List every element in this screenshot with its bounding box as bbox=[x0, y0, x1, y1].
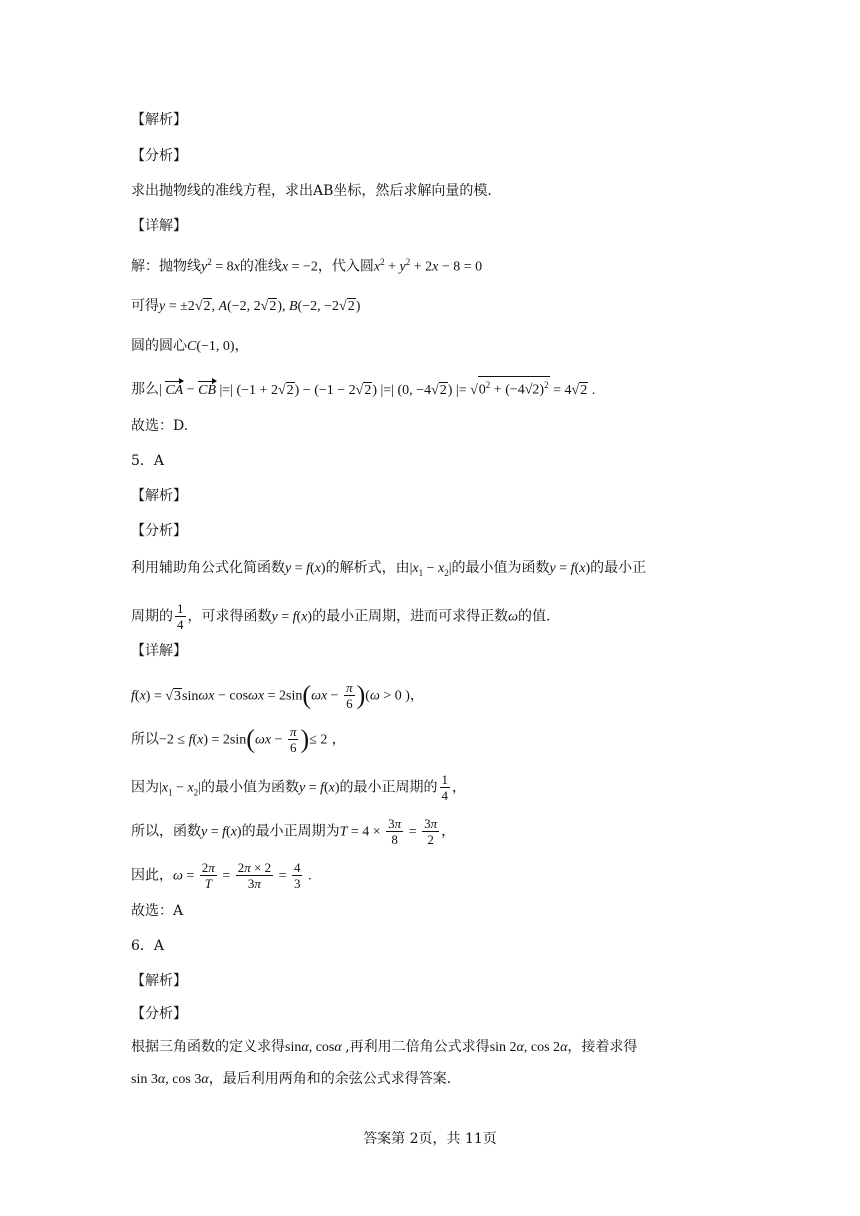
detail-line-5d: 所以，函数y = f(x)的最小正周期为T = 4 × $\frac{3\pi}{8}$ = $\frac{3\pi}{2}$ ， bbox=[131, 816, 456, 847]
section-header-xiangjie: 【详解】 bbox=[131, 218, 187, 234]
detail-line-5a: f(x) = √3sinωx − cosωx = 2sin(ωx − $\frac{\pi}{6}$ )(ω > 0 )， bbox=[131, 680, 424, 711]
section-header-fenxi-6: 【分析】 bbox=[131, 1006, 187, 1022]
detail-line-5e: 因此，ω = $\frac{2\pi}{T}$ = $\frac{2\pi \times 2}{3\pi}$ = $\frac{4}{3}$ . bbox=[131, 860, 312, 891]
section-header-jiexi-5: 【解析】 bbox=[131, 488, 187, 504]
section-header-jiexi: 【解析】 bbox=[131, 112, 187, 128]
analysis-text: 求出抛物线的准线方程，求出AB坐标，然后求解向量的模. bbox=[131, 183, 492, 199]
analysis-line-6a: 根据三角函数的定义求得sinα, cosα ,再利用二倍角公式求得sin 2α, cos 2α，接着求得 bbox=[131, 1039, 638, 1055]
section-header-fenxi: 【分析】 bbox=[131, 148, 187, 164]
solution-line-3: 圆的圆心C(−1, 0)， bbox=[131, 338, 249, 354]
solution-line-1: 解：抛物线$y^2 = 8x$的准线x = −2，代入圆$x^2 + y^2 + 2x - 8 = 0$ bbox=[131, 257, 483, 275]
analysis-line-5a: 利用辅助角公式化简函数y = f(x)的解析式，由$|x_1 - x_2|$的最小值为函数y = f(x)的最小正 bbox=[131, 560, 647, 578]
analysis-line-5b: 周期的 $\frac{1}{4}$ ，可求得函数y = f(x)的最小正周期，进而可求得正数ω的值. bbox=[131, 601, 551, 632]
section-header-xiangjie-5: 【详解】 bbox=[131, 643, 187, 659]
solution-line-2: 可得y = ±2√2, A(−2, 2√2), B(−2, −2√2) bbox=[131, 298, 361, 314]
detail-line-5c: 因为$|x_1 - x_2|$的最小值为函数y = f(x)的最小正周期的 $\frac{1}{4}$ ， bbox=[131, 772, 467, 803]
answer-choice-5: 故选：A bbox=[131, 903, 184, 919]
question-5-answer: 5．A bbox=[131, 453, 165, 469]
question-6-answer: 6．A bbox=[131, 938, 165, 954]
detail-line-5b: 所以−2 ≤ f(x) = 2sin(ωx − $\frac{\pi}{6}$ )≤ 2 ， bbox=[131, 724, 346, 755]
answer-choice-4: 故选：D. bbox=[131, 418, 189, 434]
section-header-fenxi-5: 【分析】 bbox=[131, 523, 187, 539]
page-footer: 答案第 2页，共 11页 bbox=[363, 1131, 497, 1147]
analysis-line-6b: sin 3α, cos 3α，最后利用两角和的余弦公式求得答案. bbox=[131, 1071, 452, 1087]
section-header-jiexi-6: 【解析】 bbox=[131, 973, 187, 989]
solution-line-4: 那么| CA − CB |=| (−1 + 2√2) − (−1 − 2√2) |=| (0, −4√2) |= $√0^2 + (-4√2)^2 = 4√2$ . bbox=[131, 376, 595, 401]
